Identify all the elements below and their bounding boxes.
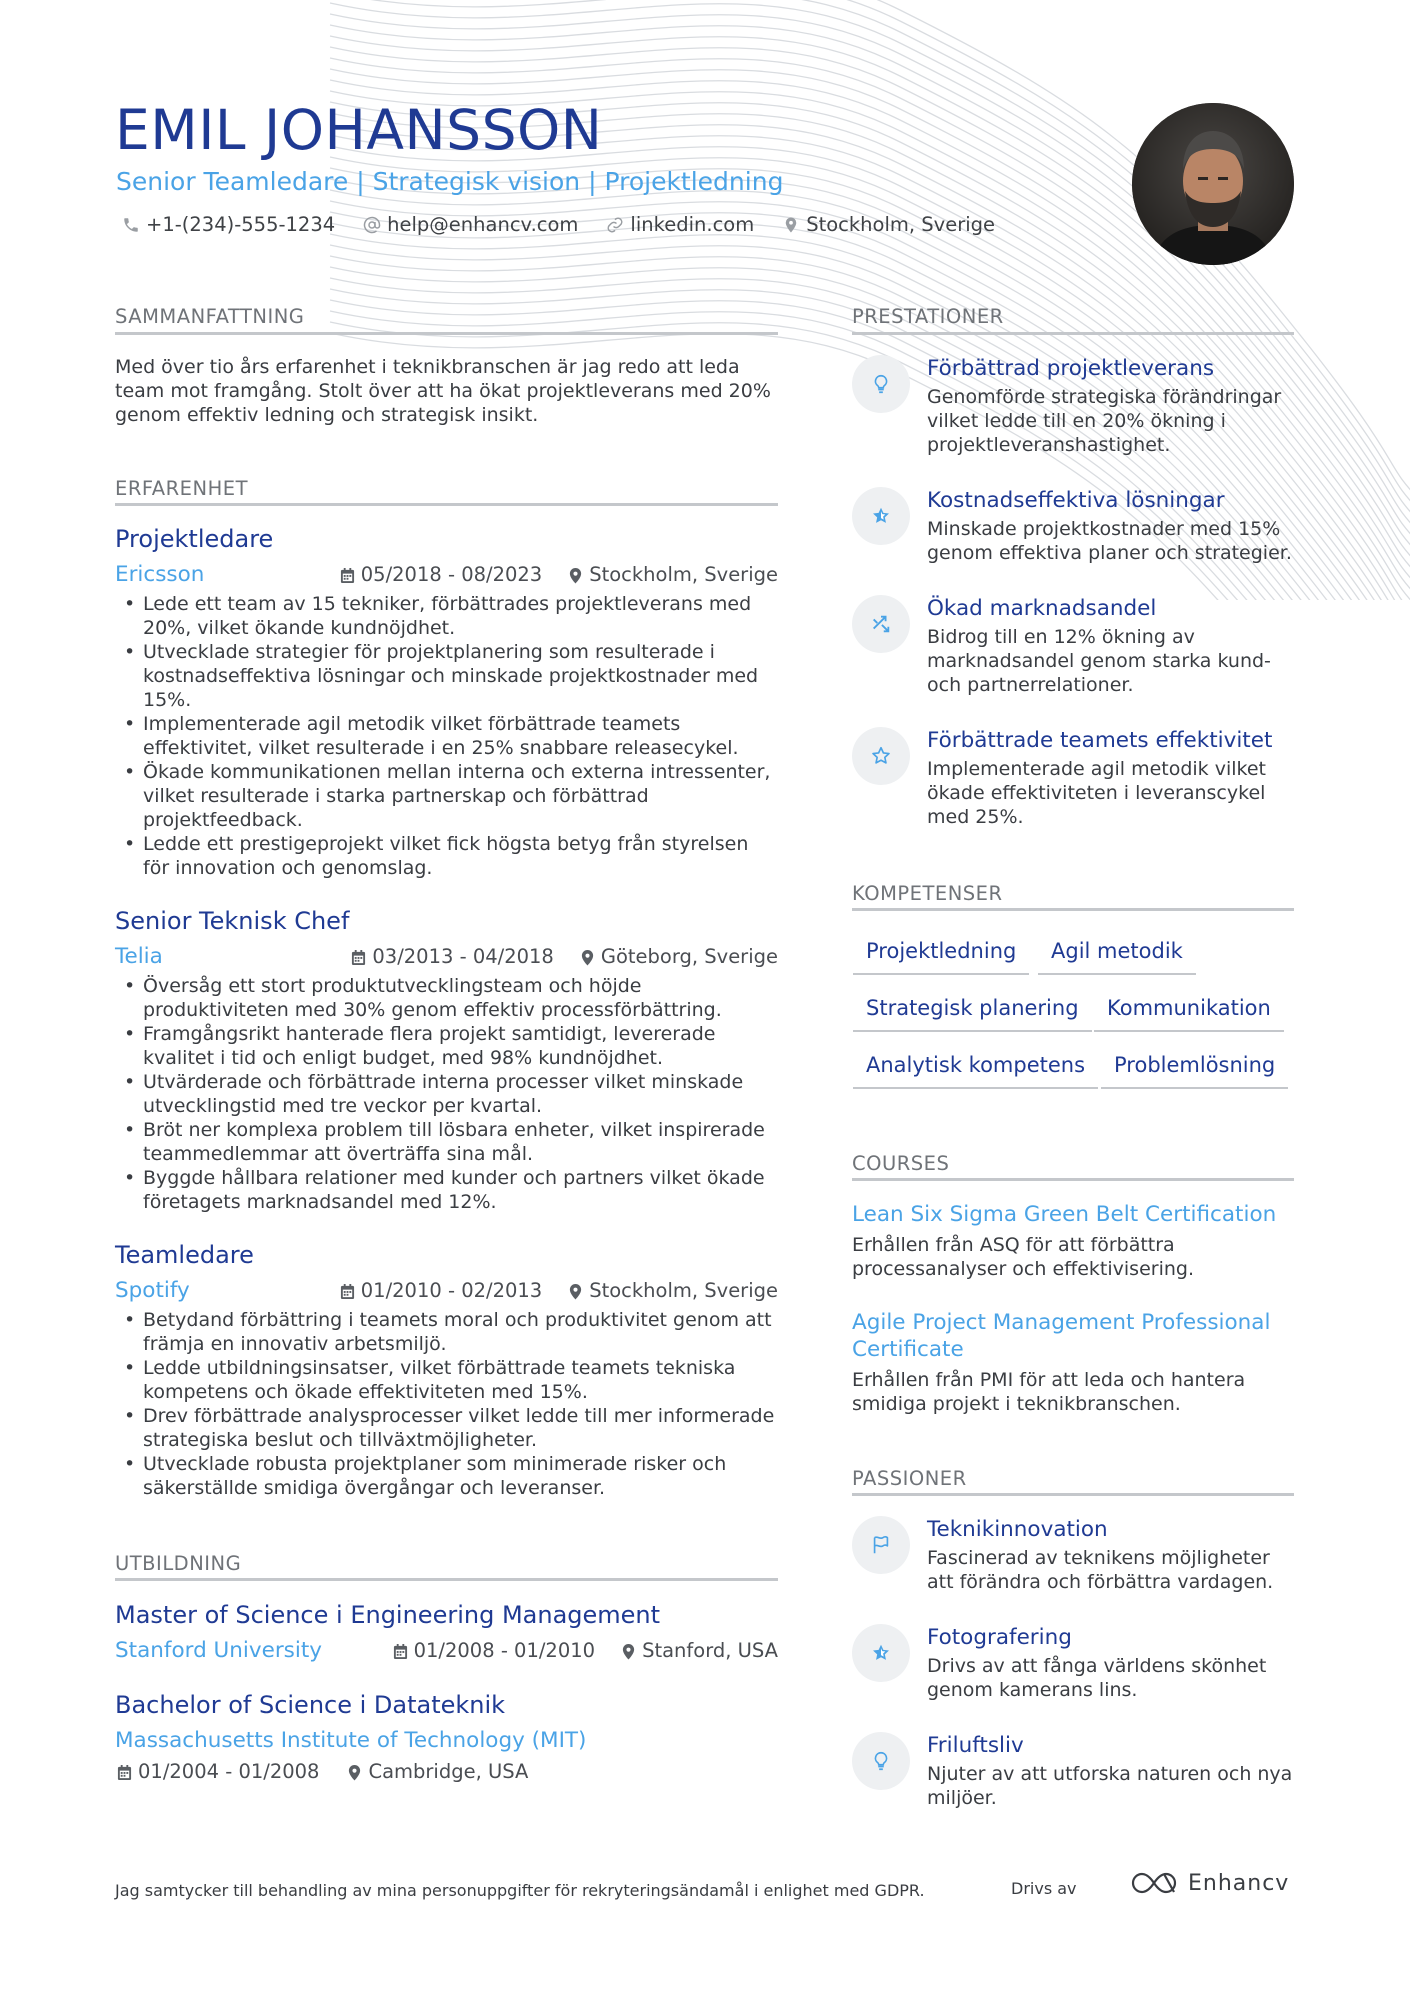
star-outline-icon [852,727,910,785]
list-item: • Ledde ett prestigeprojekt vilket fick högsta betyg från styrelsen för innovation och genomslag. [115,832,780,880]
linkedin-text: linkedin.com [630,213,755,236]
list-item: • Ledde utbildningsinsatser, vilket förbättrade teamets tekniska kompetens och ökade effektiviteten med 15%. [115,1356,780,1404]
list-item: • Lede ett team av 15 tekniker, förbättrades projektleverans med 20%, vilket ökande kundnöjdhet. [115,592,780,640]
job-company: Telia [115,944,163,969]
email-text: help@enhancv.com [387,213,579,236]
job-location-text: Stockholm, Sverige [589,1279,778,1302]
education-meta [380,1638,778,1664]
education-location-text: Cambridge, USA [368,1760,529,1783]
candidate-subtitle: Senior Teamledare | Strategisk vision | Projektledning [116,167,784,196]
education-degree: Master of Science i Engineering Management [115,1601,661,1629]
passion-desc: Drivs av att fånga världens skönhet genom kamerans lins. [927,1655,1267,1701]
education-dates-text: 01/2004 - 01/2008 [138,1760,320,1783]
candidate-name: EMIL JOHANSSON [115,98,603,162]
job-dates [340,1278,542,1304]
map-pin-icon [621,1643,636,1660]
education-location-text: Stanford, USA [642,1639,778,1662]
job-dates-text: 03/2013 - 04/2018 [372,945,554,968]
lightbulb-icon [852,1732,910,1790]
passion-desc: Njuter av att utforska naturen och nya miljöer. [927,1763,1293,1809]
passion-title: Friluftsliv [927,1733,1024,1758]
list-item: • Utvecklade strategier för projektplanering som resulterade i kostnadseffektiva lösningar och minskade projektkostnader med 15%. [115,640,780,712]
brand-logo[interactable] [1130,1870,1289,1896]
infinity-logo-icon [1130,1870,1178,1896]
star-icon [852,487,910,545]
location-text: Stockholm, Sverige [806,213,996,236]
phone-icon [122,216,140,234]
education-dates [117,1759,319,1785]
passion-title: Fotografering [927,1625,1072,1650]
map-pin-icon [568,567,583,584]
job-dates [351,944,553,970]
skill-tag: Projektledning [853,937,1029,975]
phone-text: +1-(234)-555-1234 [146,213,336,236]
achievement-title: Förbättrade teamets effektivitet [927,728,1273,753]
list-item: • Framgångsrikt hanterade flera projekt samtidigt, levererade kvalitet i tid och enligt budget, med 98% kundnöjdhet. [115,1022,780,1070]
courses-heading: COURSES [852,1152,950,1175]
list-item: • Byggde hållbara relationer med kunder och partners vilket ökade företagets marknadsandel med 12%. [115,1166,780,1214]
job-meta [300,944,778,970]
list-item: • Utvärderade och förbättrade interna processer vilket minskade utvecklingstid med tre veckor per kvartal. [115,1070,780,1118]
job-title: Teamledare [115,1241,254,1269]
job-location [568,562,778,588]
experience-heading: ERFARENHET [115,477,248,500]
job-title: Projektledare [115,525,274,553]
course-title: Lean Six Sigma Green Belt Certification [852,1202,1277,1227]
skills-heading: KOMPETENSER [852,882,1003,905]
brand-name: Enhancv [1188,1870,1290,1896]
skills-divider [852,908,1294,911]
education-dates-text: 01/2008 - 01/2010 [413,1639,596,1662]
flag-icon [852,1516,910,1574]
education-dates [393,1638,595,1664]
achievement-desc: Bidrog till en 12% ökning av marknadsandel genom starka kund- och partnerrelationer. [927,626,1271,696]
job-bullets [115,592,780,880]
summary-heading: SAMMANFATTNING [115,305,305,328]
contact-bar [122,213,995,236]
passion-desc: Fascinerad av teknikens möjligheter att förändra och förbättra vardagen. [927,1547,1274,1593]
job-dates [340,562,542,588]
contact-location [782,213,995,236]
skill-tag: Analytisk kompetens [853,1051,1098,1089]
passion-title: Teknikinnovation [927,1517,1108,1542]
achievements-divider [852,332,1294,335]
at-icon [363,216,381,234]
achievement-desc: Implementerade agil metodik vilket ökade effektiviteten i leveranscykel med 25%. [927,758,1266,828]
experience-divider [115,503,778,506]
achievement-title: Ökad marknadsandel [927,596,1157,621]
skill-tag: Kommunikation [1094,994,1284,1032]
job-bullets [115,1308,780,1500]
achievement-desc: Genomförde strategiska förändringar vilket ledde till en 20% ökning i projektleveranshastighet. [927,386,1282,456]
calendar-icon [393,1643,408,1660]
map-pin-icon [782,216,800,234]
list-item: • Bröt ner komplexa problem till lösbara enheter, vilket inspirerade teammedlemmar att överträffa sina mål. [115,1118,780,1166]
summary-divider [115,332,778,335]
gdpr-consent: Jag samtycker till behandling av mina personuppgifter för rekryteringsändamål i enlighet med GDPR. [115,1881,925,1900]
calendar-icon [340,1283,355,1300]
course-desc: Erhållen från PMI för att leda och hantera smidiga projekt i teknikbranschen. [852,1369,1246,1415]
lightbulb-icon [852,355,910,413]
skill-tag: Strategisk planering [853,994,1092,1032]
list-item: • Ökade kommunikationen mellan interna och externa intressenter, vilket resulterade i starka partnerskap och förbättrad projektfeedback. [115,760,780,832]
job-company: Spotify [115,1278,190,1303]
achievement-title: Kostnadseffektiva lösningar [927,488,1225,513]
powered-by-label: Drivs av [1011,1879,1077,1898]
job-location-text: Stockholm, Sverige [589,563,778,586]
job-bullets [115,974,780,1214]
education-meta [117,1759,528,1785]
profile-photo [1132,103,1294,265]
job-dates-text: 05/2018 - 08/2023 [360,563,543,586]
course-title: Agile Project Management Professional Certificate [852,1310,1271,1362]
map-pin-icon [347,1764,362,1781]
education-location [621,1638,778,1664]
job-company: Ericsson [115,562,205,587]
list-item: • Utvecklade robusta projektplaner som minimerade risker och säkerställde smidiga övergångar och leveranser. [115,1452,780,1500]
contact-email[interactable] [363,213,578,236]
achievement-desc: Minskade projektkostnader med 15% genom effektiva planer och strategier. [927,518,1292,564]
education-location [347,1759,528,1785]
list-item: • Översåg ett stort produktutvecklingsteam och höjde produktiviteten med 30% genom effektiv processförbättring. [115,974,780,1022]
calendar-icon [340,567,355,584]
skill-tag: Agil metodik [1038,937,1196,975]
education-school: Stanford University [115,1638,323,1663]
contact-linkedin[interactable] [606,213,754,236]
courses-divider [852,1178,1294,1181]
shuffle-icon [852,595,910,653]
job-dates-text: 01/2010 - 02/2013 [360,1279,543,1302]
job-location [580,944,778,970]
summary-text: Med över tio års erfarenhet i teknikbranschen är jag redo att leda team mot framgång. Stolt över att ha ökat projektleverans med 20% genom effektiv ledning och strategisk insikt. [115,356,771,426]
job-title: Senior Teknisk Chef [115,907,350,935]
link-icon [606,216,624,234]
job-location-text: Göteborg, Sverige [600,945,778,968]
passions-heading: PASSIONER [852,1467,967,1490]
education-school: Massachusetts Institute of Technology (MIT) [115,1728,587,1753]
achievement-title: Förbättrad projektleverans [927,356,1215,381]
achievements-heading: PRESTATIONER [852,305,1004,328]
contact-phone[interactable] [122,213,335,236]
list-item: • Implementerade agil metodik vilket förbättrade teamets effektivitet, vilket resulterade i en 25% snabbare releasecykel. [115,712,780,760]
list-item: • Drev förbättrade analysprocesser vilket ledde till mer informerade strategiska beslut och tillväxtmöjligheter. [115,1404,780,1452]
job-meta [300,562,778,588]
job-meta [300,1278,778,1304]
passions-divider [852,1493,1294,1496]
education-degree: Bachelor of Science i Datateknik [115,1691,506,1719]
list-item: • Betydand förbättring i teamets moral och produktivitet genom att främja en innovativ arbetsmiljö. [115,1308,780,1356]
map-pin-icon [568,1283,583,1300]
education-divider [115,1578,778,1581]
calendar-icon [351,949,366,966]
education-heading: UTBILDNING [115,1552,242,1575]
job-location [568,1278,778,1304]
calendar-icon [117,1764,132,1781]
course-desc: Erhållen från ASQ för att förbättra processanalyser och effektivisering. [852,1234,1194,1280]
map-pin-icon [580,949,595,966]
star-icon [852,1624,910,1682]
skill-tag: Problemlösning [1101,1051,1288,1089]
